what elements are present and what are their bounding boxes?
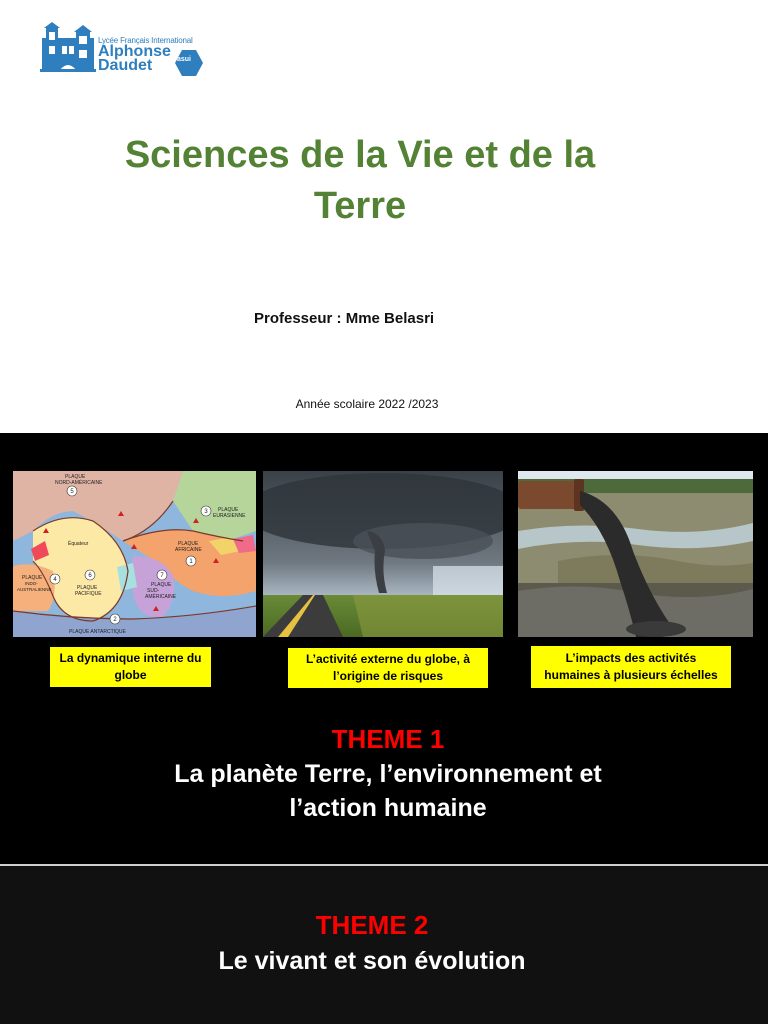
svg-text:7: 7	[160, 573, 164, 579]
svg-text:AUSTRALIENNE: AUSTRALIENNE	[17, 587, 52, 592]
theme1-slide	[0, 433, 768, 864]
svg-text:6: 6	[88, 573, 92, 579]
caption-line: l’origine de risques	[332, 669, 444, 683]
caption-line: L’activité externe du globe, à	[305, 652, 471, 666]
svg-text:EURASIENNE: EURASIENNE	[213, 513, 246, 519]
svg-text:1: 1	[189, 559, 193, 565]
title-line-1: Sciences de la Vie et de la	[124, 134, 596, 176]
pollution-pipe-photo-image	[518, 471, 753, 637]
theme1-title	[100, 757, 676, 825]
svg-text:PLAQUE: PLAQUE	[77, 585, 98, 591]
svg-text:2: 2	[113, 617, 117, 623]
caption-line: L’impacts des activités	[565, 651, 697, 665]
hexagon-badge-icon	[174, 49, 204, 77]
tornado-photo-image	[263, 471, 503, 637]
logo-name-line2: Daudet	[98, 57, 153, 74]
theme2-slide	[0, 866, 768, 1024]
svg-text:PLAQUE: PLAQUE	[178, 541, 199, 547]
page-title	[40, 130, 680, 232]
svg-text:PLAQUE ANTARCTIQUE: PLAQUE ANTARCTIQUE	[69, 629, 126, 635]
caption-line: La dynamique interne du	[59, 651, 202, 665]
svg-text:PLAQUE: PLAQUE	[218, 507, 239, 513]
school-logo	[40, 22, 210, 78]
logo-name-line1: Alphonse	[98, 43, 171, 60]
caption-line: globe	[114, 668, 147, 682]
theme1-title-line-1: La planète Terre, l’environnement et	[174, 760, 602, 788]
theme1-title-line-2: l’action humaine	[289, 794, 487, 822]
theme1-caption-human-impacts	[531, 646, 731, 688]
svg-text:Équateur: Équateur	[68, 541, 89, 547]
svg-text:PLAQUE: PLAQUE	[151, 582, 172, 588]
theme1-label: THEME 1	[331, 724, 445, 754]
school-year: Année scolaire 2022 /2023	[295, 397, 439, 411]
school-building-icon	[40, 22, 96, 74]
svg-text:PLAQUE: PLAQUE	[22, 575, 43, 581]
svg-text:4: 4	[53, 577, 57, 583]
tectonic-plates-map-image	[13, 471, 256, 637]
logo-badge-text: asui	[177, 56, 192, 63]
theme2-title: Le vivant et son évolution	[218, 947, 526, 975]
caption-line: humaines à plusieurs échelles	[544, 668, 718, 682]
svg-text:AFRICAINE: AFRICAINE	[175, 547, 202, 553]
svg-text:SUD-: SUD-	[147, 588, 160, 594]
svg-text:3: 3	[204, 509, 208, 515]
svg-text:PLAQUE: PLAQUE	[65, 474, 86, 480]
svg-text:INDO-: INDO-	[25, 581, 38, 586]
theme1-caption-internal-dynamics	[50, 647, 211, 687]
theme2-label: THEME 2	[315, 910, 429, 940]
professor-name: Professeur : Mme Belasri	[254, 310, 435, 327]
title-line-2: Terre	[313, 185, 407, 227]
svg-text:5: 5	[70, 489, 74, 495]
theme1-caption-external-activity	[288, 648, 488, 688]
svg-text:NORD-AMÉRICAINE: NORD-AMÉRICAINE	[55, 480, 103, 486]
cover-slide	[0, 0, 768, 433]
svg-text:PACIFIQUE: PACIFIQUE	[75, 591, 102, 597]
svg-text:AMÉRICAINE: AMÉRICAINE	[145, 594, 177, 600]
logo-subtitle: Lycée Français International	[98, 36, 193, 45]
